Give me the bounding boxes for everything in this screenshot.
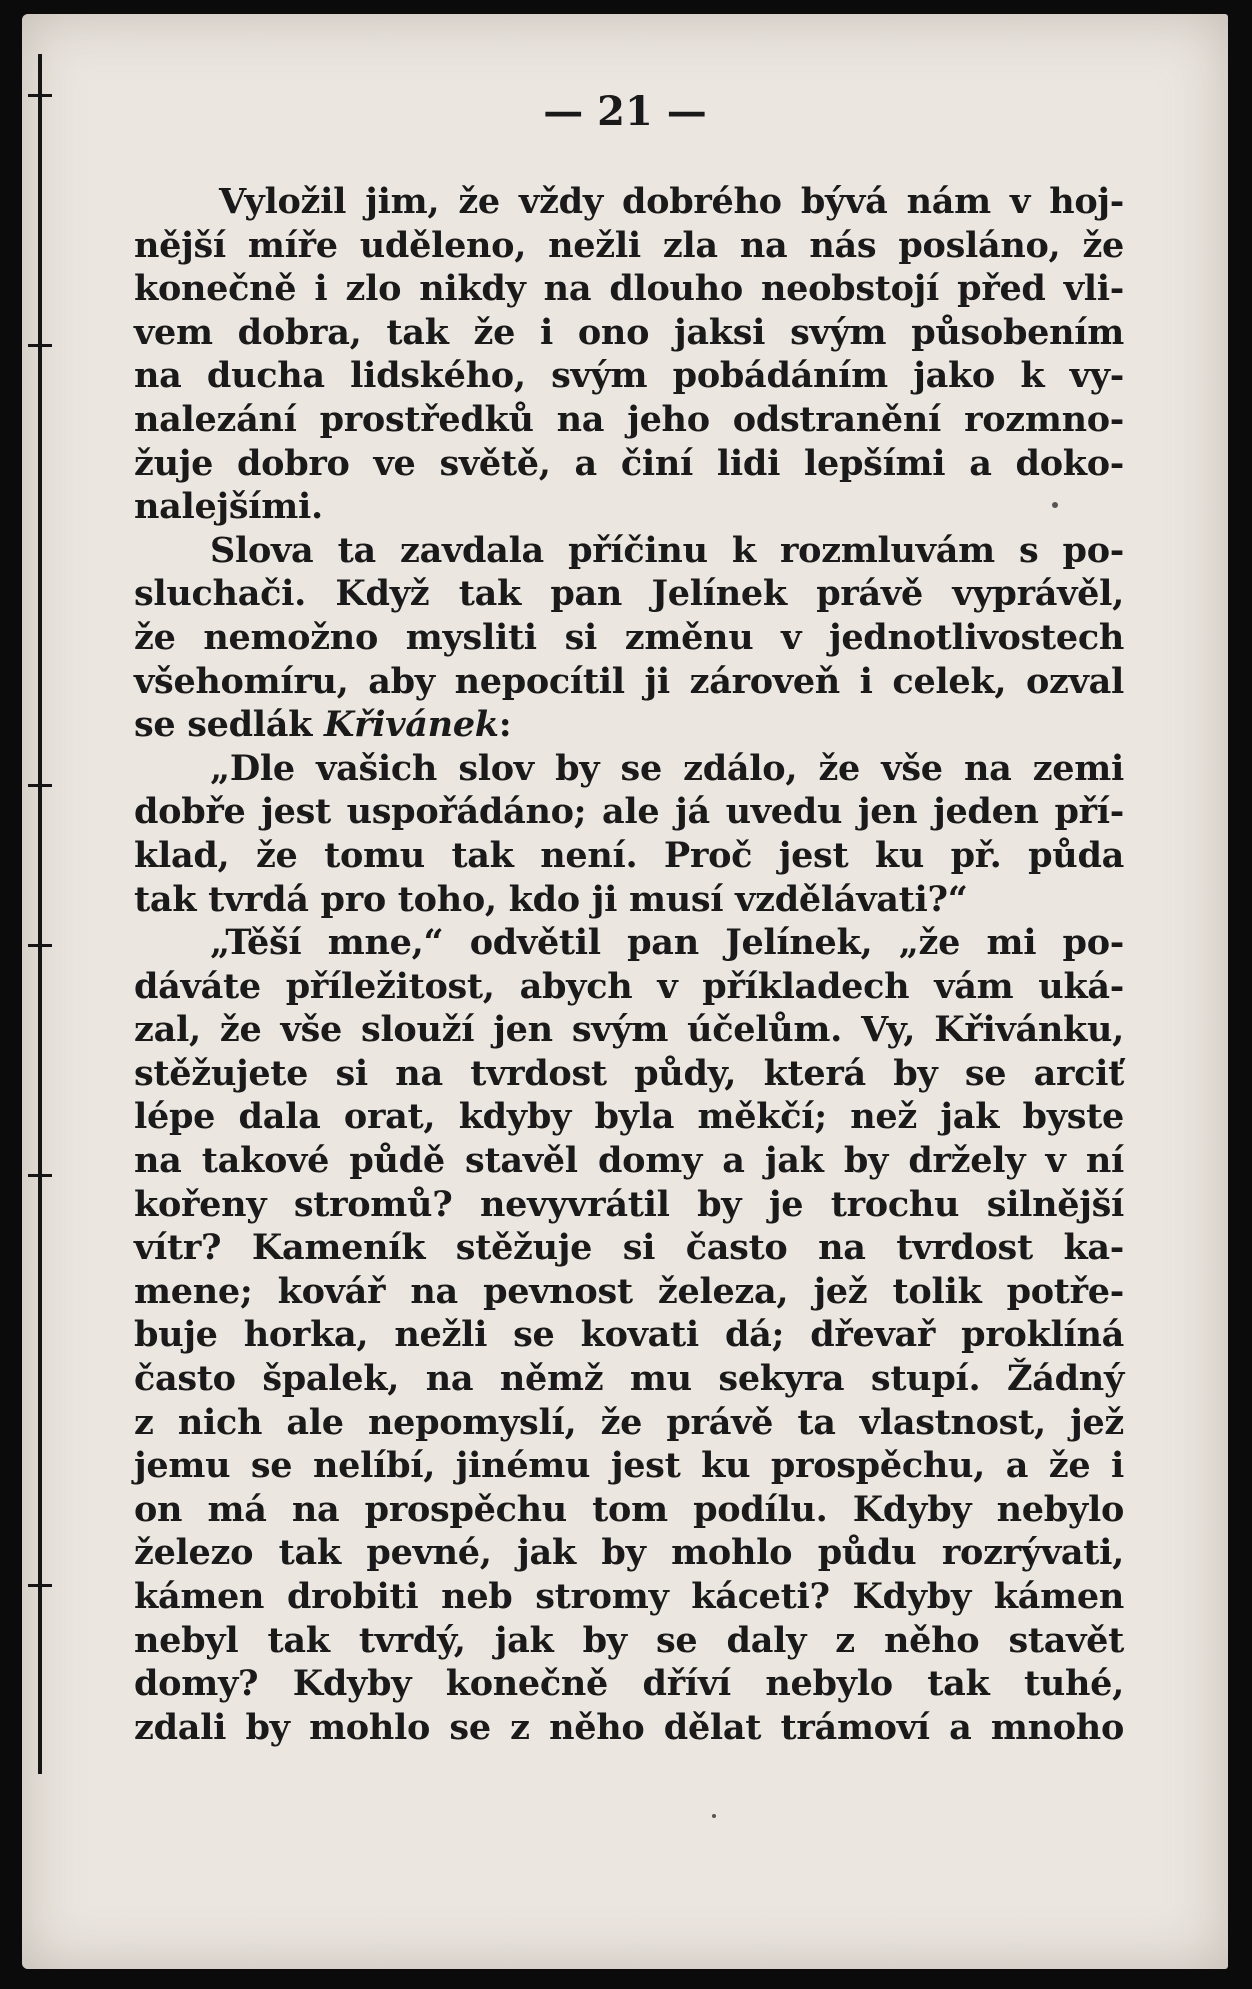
- text-line: jemu se nelíbí, jinému jest ku prospěchu, a že i: [134, 1445, 1124, 1487]
- book-page: [22, 14, 1228, 1969]
- print-speck: [712, 1814, 716, 1818]
- text-line: zal, že vše slouží jen svým účelům. Vy, Křivánku,: [134, 1009, 1124, 1051]
- text-line: dobře jest uspořádáno; ale já uvedu jen jeden pří-: [134, 791, 1124, 833]
- text-line: na ducha lidského, svým pobádáním jako k vy-: [134, 355, 1124, 397]
- text-line: žuje dobro ve světě, a činí lidi lepšími a doko-: [134, 442, 1124, 484]
- text-segment: se sedlák: [134, 704, 325, 746]
- speaker-name: Křivánek: [324, 704, 499, 746]
- text-segment: :: [498, 704, 512, 746]
- text-line: Slova ta zavdala příčinu k rozmluvám s po-: [210, 529, 1124, 571]
- text-line: nější míře uděleno, nežli zla na nás posláno, že: [134, 224, 1124, 266]
- binding-mark: [28, 784, 52, 787]
- text-line: buje horka, nežli se kovati dá; dřevař proklíná: [134, 1314, 1124, 1356]
- page-number: — 21 —: [543, 88, 707, 135]
- text-line: železo tak pevné, jak by mohlo půdu rozrývati,: [134, 1532, 1124, 1574]
- page-body: [134, 180, 1124, 1749]
- text-line: kořeny stromů? nevyvrátil by je trochu silnější: [134, 1183, 1124, 1225]
- text-line: nebyl tak tvrdý, jak by se daly z něho stavět: [134, 1619, 1124, 1661]
- text-line: lépe dala orat, kdyby byla měkčí; než jak byste: [134, 1096, 1124, 1138]
- text-line: stěžujete si na tvrdost půdy, která by se arciť: [134, 1052, 1124, 1094]
- text-line: kámen drobiti neb stromy káceti? Kdyby kámen: [134, 1576, 1124, 1617]
- text-line: on má na prospěchu tom podílu. Kdyby nebylo: [134, 1488, 1124, 1530]
- text-line: zdali by mohlo se z něho dělat trámoví a mnoho: [134, 1706, 1124, 1748]
- binding-mark: [28, 1584, 52, 1587]
- text-line: domy? Kdyby konečně dříví nebylo tak tuhé,: [134, 1663, 1124, 1705]
- binding-edge: [38, 54, 42, 1774]
- text-line: z nich ale nepomyslí, že právě ta vlastnost, jež: [134, 1401, 1124, 1443]
- text-line: vem dobra, tak že i ono jaksi svým působením: [134, 311, 1124, 353]
- binding-mark: [28, 944, 52, 947]
- text-line: často špalek, na němž mu sekyra stupí. Žádný: [134, 1358, 1124, 1400]
- text-line: „Těší mne,“ odvětil pan Jelínek, „že mi po-: [210, 922, 1124, 964]
- binding-mark: [28, 1174, 52, 1177]
- text-line: na takové půdě stavěl domy a jak by držely v ní: [134, 1140, 1124, 1182]
- text-line: tak tvrdá pro toho, kdo ji musí vzdělávati?“: [134, 878, 968, 920]
- text-line: že nemožno mysliti si změnu v jednotlivostech: [134, 616, 1124, 658]
- binding-mark: [28, 344, 52, 347]
- text-line: konečně i zlo nikdy na dlouho neobstojí před vli-: [134, 268, 1124, 310]
- text-line: klad, že tomu tak není. Proč jest ku př. půda: [134, 834, 1124, 876]
- text-line: „Dle vašich slov by se zdálo, že vše na zemi: [210, 747, 1124, 789]
- text-line: mene; kovář na pevnost železa, jež tolik potře-: [134, 1270, 1124, 1312]
- text-line: nalezání prostředků na jeho odstranění rozmno-: [134, 398, 1124, 440]
- text-line: [134, 703, 1124, 747]
- text-line: vítr? Kameník stěžuje si často na tvrdost ka-: [134, 1227, 1124, 1269]
- text-line: sluchači. Když tak pan Jelínek právě vyprávěl,: [134, 573, 1124, 615]
- text-line: všehomíru, aby nepocítil ji zároveň i celek, ozval: [134, 660, 1124, 702]
- text-line: Vyložil jim, že vždy dobrého bývá nám v hoj-: [219, 181, 1124, 222]
- text-line: nalejšími.: [134, 486, 323, 528]
- text-line: dáváte příležitost, abych v příkladech vám uká-: [134, 965, 1124, 1007]
